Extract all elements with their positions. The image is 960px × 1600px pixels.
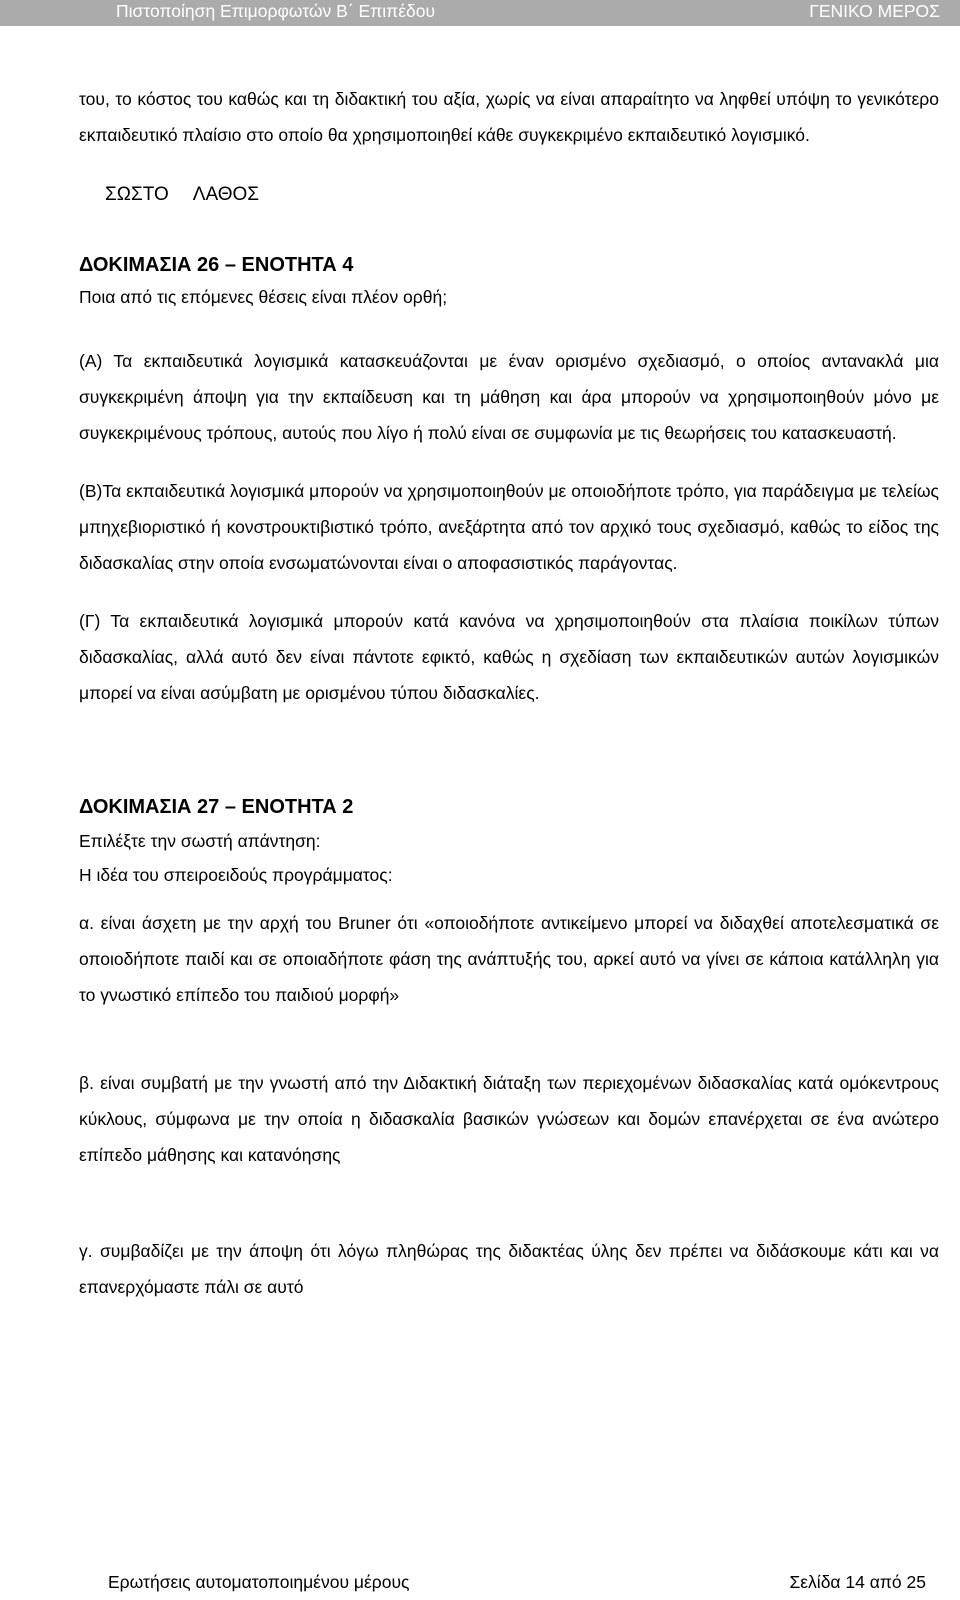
option-false[interactable]: ΛΑΘΟΣ: [192, 184, 260, 205]
test-26-heading: ΔΟΚΙΜΑΣΙΑ 26 – ΕΝΟΤΗΤΑ 4: [79, 254, 354, 276]
test-27-question: Η ιδέα του σπειροειδούς προγράμματος:: [79, 865, 393, 885]
page-content: [79, 81, 939, 1305]
header-title: Πιστοποίηση Επιμορφωτών Β΄ Επιπέδου: [116, 1, 436, 21]
test-27-option-a[interactable]: α. είναι άσχετη με την αρχή του Bruner ότι «οποιοδήποτε αντικείμενο μπορεί να διδαχθεί αποτελεσματικά σε οποιοδήποτε παιδί και σε οποιαδήποτε φάση της ανάπτυξής του, αρκεί αυτό να γίνει σε κάποια κατάλληλη για το γνωστικό επίπεδο του παιδιού μορφή»: [79, 913, 939, 1005]
test-27-option-c[interactable]: γ. συμβαδίζει με την άποψη ότι λόγω πληθώρας της διδακτέας ύλης δεν πρέπει να διδάσκουμε κάτι και να επανερχόμαστε πάλι σε αυτό: [79, 1241, 939, 1297]
page-header: [0, 0, 960, 26]
true-false-options: [79, 177, 939, 213]
test-26-question: Ποια από τις επόμενες θέσεις είναι πλέον ορθή;: [79, 287, 448, 307]
test-27-option-b[interactable]: β. είναι συμβατή με την γνωστή από την Διδακτική διάταξη των περιεχομένων διδασκαλίας κατά ομόκεντρους κύκλους, σύμφωνα με την οποία η διδασκαλία βασικών γνώσεων και δομών επανέρχεται σε ένα ανώτερο επίπεδο μάθησης και κατανόησης: [79, 1073, 939, 1165]
test-26-option-a[interactable]: (Α) Τα εκπαιδευτικά λογισμικά κατασκευάζονται με έναν ορισμένο σχεδιασμό, ο οποίος αντανακλά μια συγκεκριμένη άποψη για την εκπαίδευση και τη μάθηση και άρα μπορούν να χρησιμοποιηθούν μόνο με συγκεκριμένους τρόπους, αυτούς που λίγο ή πολύ είναι σε συμφωνία με τις θεωρήσεις του κατασκευαστή.: [79, 351, 939, 443]
test-27-instruction: Επιλέξτε την σωστή απάντηση:: [79, 831, 321, 851]
header-section: ΓΕΝΙΚΟ ΜΕΡΟΣ: [809, 1, 940, 21]
test-27-heading: ΔΟΚΙΜΑΣΙΑ 27 – ΕΝΟΤΗΤΑ 2: [79, 796, 354, 818]
page-number: Σελίδα 14 από 25: [789, 1572, 926, 1592]
footer-title: Ερωτήσεις αυτοματοποιημένου μέρους: [108, 1572, 410, 1592]
option-true[interactable]: ΣΩΣΤΟ: [105, 184, 169, 205]
test-26-option-c[interactable]: (Γ) Τα εκπαιδευτικά λογισμικά μπορούν κατά κανόνα να χρησιμοποιηθούν στα πλαίσια ποικίλων τύπων διδασκαλίας, αλλά αυτό δεν είναι πάντοτε εφικτό, καθώς η σχεδίαση των εκπαιδευτικών αυτών λογισμικών μπορεί να είναι ασύμβατη με ορισμένου τύπου διδασκαλίες.: [79, 611, 939, 703]
test-26-option-b[interactable]: (Β)Τα εκπαιδευτικά λογισμικά μπορούν να χρησιμοποιηθούν με οποιοδήποτε τρόπο, για παράδειγμα με τελείως μπηχεβιοριστικό ή κονστρουκτιβιστικό τρόπο, ανεξάρτητα από τον αρχικό τους σχεδιασμό, καθώς το είδος της διδασκαλίας στην οποία ενσωματώνονται είναι ο αποφασιστικός παράγοντας.: [79, 481, 939, 573]
intro-text: του, το κόστος του καθώς και τη διδακτική του αξία, χωρίς να είναι απαραίτητο να ληφθεί υπόψη το γενικότερο εκπαιδευτικό πλαίσιο στο οποίο θα χρησιμοποιηθεί κάθε συγκεκριμένο εκπαιδευτικό λογισμικό.: [79, 89, 939, 145]
